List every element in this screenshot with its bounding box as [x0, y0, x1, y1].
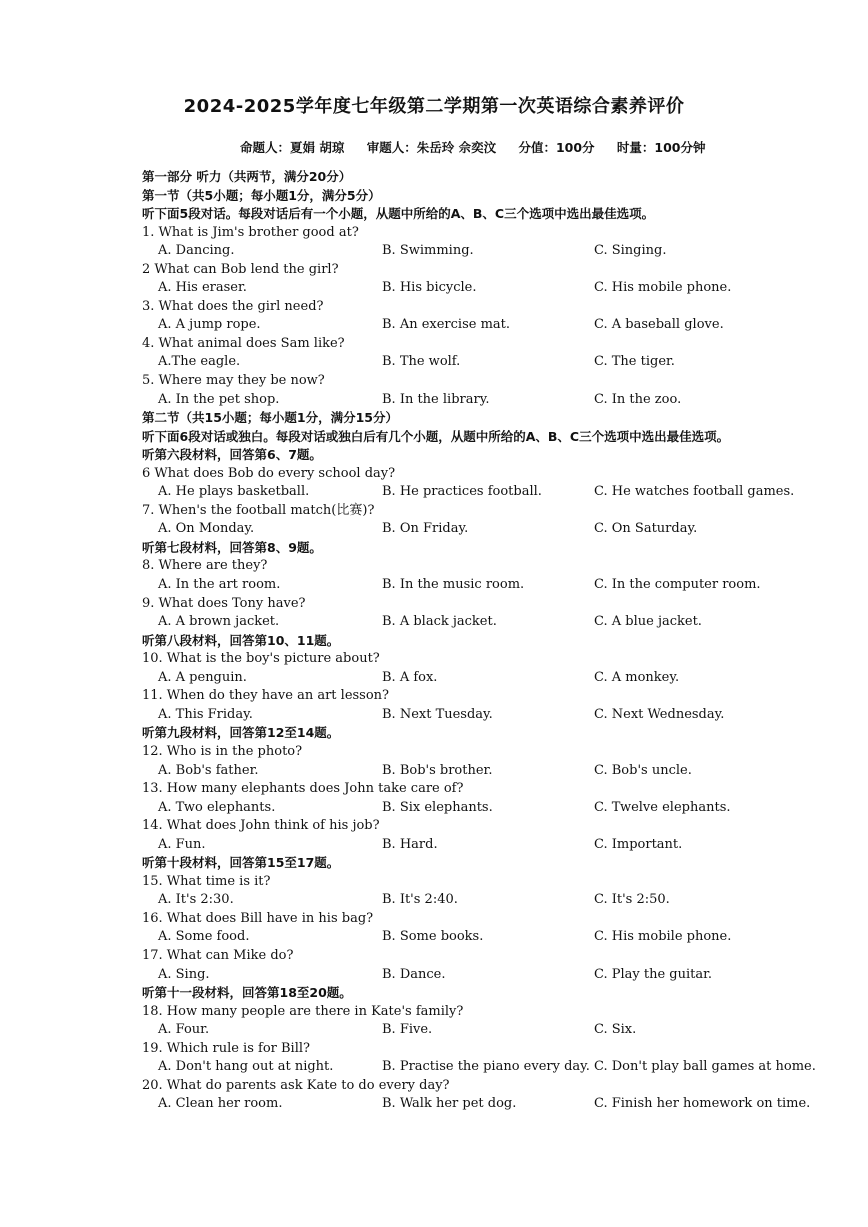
option-c: C. Don't play ball games at home.	[594, 1059, 816, 1075]
heading-text: 第一部分 听力（共两节，满分20分）	[142, 169, 352, 184]
answer-options	[142, 836, 802, 855]
question-text	[142, 910, 802, 929]
option-b: B. Six elephants.	[382, 799, 493, 815]
answer-options	[142, 576, 802, 595]
passage-instruction	[142, 632, 802, 651]
option-b: B. It's 2:40.	[382, 892, 458, 908]
option-b: B. His bicycle.	[382, 280, 477, 296]
passage-instruction	[142, 984, 802, 1003]
question-text	[142, 947, 802, 966]
section-heading	[142, 409, 802, 428]
question-text	[142, 261, 802, 280]
option-a: A. Sing.	[158, 966, 210, 982]
option-b: B. Swimming.	[382, 243, 474, 259]
section-text: 听第八段材料，回答第10、11题。	[142, 632, 340, 648]
question-text: 1. What is Jim's brother good at?	[142, 224, 359, 240]
heading-text: 第二节（共15小题；每小题1分，满分15分）	[142, 410, 398, 426]
option-b: B. An exercise mat.	[382, 317, 511, 333]
section-heading	[142, 205, 802, 224]
section-text: 听第六段材料，回答第6、7题。	[142, 447, 322, 463]
answer-options	[142, 613, 802, 632]
answer-options	[142, 279, 802, 298]
option-c: C. Important.	[594, 836, 683, 852]
option-a: A. This Friday.	[158, 706, 253, 722]
question-text: 11. When do they have an art lesson?	[142, 688, 390, 704]
option-b: B. Some books.	[382, 929, 484, 945]
section-heading	[142, 168, 802, 187]
option-b: B. He practices football.	[382, 484, 542, 500]
option-a: A. Four.	[158, 1022, 210, 1038]
option-b: B. A fox.	[382, 669, 438, 685]
passage-instruction	[142, 539, 802, 558]
option-a: A. On Monday.	[158, 521, 255, 537]
question-text	[142, 224, 802, 243]
option-b: B. In the music room.	[382, 577, 525, 593]
heading-text: 听下面5段对话。每段对话后有一个小题，从题中所给的A、B、C三个选项中选出最佳选项。	[142, 206, 655, 222]
option-b: B. On Friday.	[382, 521, 469, 537]
passage-instruction	[142, 724, 802, 743]
question-text	[142, 650, 802, 669]
question-text	[142, 372, 802, 391]
exam-info	[240, 138, 723, 156]
option-c: C. Six.	[594, 1022, 637, 1038]
reviewer-label: 审题人：朱岳玲 佘奕汶	[366, 140, 497, 155]
question-text	[142, 873, 802, 892]
option-b: B. Dance.	[382, 966, 446, 982]
option-c: C. The tiger.	[594, 354, 675, 370]
answer-options	[142, 1095, 811, 1114]
answer-options	[142, 706, 802, 725]
answer-options	[142, 966, 802, 985]
option-c: C. A baseball glove.	[594, 317, 724, 333]
answer-options	[142, 316, 802, 335]
option-a: A. He plays basketball.	[158, 484, 310, 500]
question-text: 4. What animal does Sam like?	[142, 335, 345, 351]
option-b: B. Walk her pet dog.	[382, 1096, 517, 1112]
question-text	[142, 465, 802, 484]
question-text: 12. Who is in the photo?	[142, 743, 303, 759]
option-a: A.The eagle.	[158, 354, 241, 370]
option-a: A. Fun.	[158, 836, 206, 852]
option-b: B. A black jacket.	[382, 614, 497, 630]
answer-options	[142, 1058, 816, 1077]
option-c: C. Finish her homework on time.	[594, 1096, 811, 1112]
question-text	[142, 1077, 802, 1096]
option-a: A. A penguin.	[158, 669, 247, 685]
option-c: C. He watches football games.	[594, 484, 795, 500]
page-title: 2024-2025学年度七年级第二学期第一次英语综合素养评价	[183, 96, 685, 117]
answer-options	[142, 391, 802, 410]
section-heading	[142, 428, 802, 447]
heading-text: 听下面6段对话或独白。每段对话或独白后有几个小题，从题中所给的A、B、C三个选项中选出最佳选项。	[142, 428, 730, 444]
option-a: A. A jump rope.	[158, 317, 261, 333]
option-b: B. Hard.	[382, 836, 438, 852]
question-text	[142, 1003, 802, 1022]
option-a: A. Don't hang out at night.	[158, 1059, 334, 1075]
option-a: A. In the art room.	[158, 577, 281, 593]
question-text	[142, 780, 802, 799]
answer-options	[142, 520, 802, 539]
question-text	[142, 817, 802, 836]
question-text: 19. Which rule is for Bill?	[142, 1040, 310, 1056]
option-b: B. Practise the piano every day.	[382, 1059, 590, 1075]
option-a: A. Clean her room.	[158, 1096, 283, 1112]
option-c: C. Bob's uncle.	[594, 762, 692, 778]
question-text: 16. What does Bill have in his bag?	[142, 910, 374, 926]
section-text: 听第十一段材料，回答第18至20题。	[142, 985, 352, 1001]
question-text: 15. What time is it?	[142, 873, 271, 889]
question-text: 2 What can Bob lend the girl?	[142, 261, 339, 277]
question-text: 18. How many people are there in Kate's family?	[142, 1003, 464, 1019]
question-text: 6 What does Bob do every school day?	[142, 465, 396, 481]
section-text: 听第七段材料，回答第8、9题。	[142, 539, 322, 555]
answer-options	[142, 669, 802, 688]
option-c: C. Twelve elephants.	[594, 799, 731, 815]
exam-content	[142, 168, 816, 1114]
passage-instruction	[142, 854, 802, 873]
option-a: A. It's 2:30.	[158, 892, 234, 908]
option-b: B. The wolf.	[382, 354, 461, 370]
option-c: C. Next Wednesday.	[594, 706, 725, 722]
option-a: A. Two elephants.	[158, 799, 276, 815]
option-a: A. Dancing.	[158, 243, 235, 259]
question-text	[142, 298, 802, 317]
question-text	[142, 687, 802, 706]
option-a: A. His eraser.	[158, 280, 247, 296]
heading-text: 第一节（共5小题；每小题1分，满分5分）	[142, 187, 381, 203]
answer-options	[142, 799, 802, 818]
time-label: 时量：100分钟	[616, 140, 706, 155]
question-text	[142, 557, 802, 576]
question-text: 13. How many elephants does John take care of?	[142, 781, 464, 797]
option-a: A. A brown jacket.	[158, 614, 280, 630]
option-b: B. Bob's brother.	[382, 762, 493, 778]
option-c: C. On Saturday.	[594, 521, 698, 537]
option-a: A. Some food.	[158, 929, 250, 945]
question-text: 3. What does the girl need?	[142, 298, 324, 314]
question-text: 7. When's the football match(比赛)?	[142, 502, 375, 518]
score-label: 分值：100分	[518, 140, 595, 155]
question-text: 17. What can Mike do?	[142, 947, 294, 963]
option-c: C. A monkey.	[594, 669, 680, 685]
question-text	[142, 335, 802, 354]
answer-options	[142, 928, 802, 947]
option-c: C. Singing.	[594, 243, 667, 259]
question-text: 14. What does John think of his job?	[142, 818, 380, 834]
option-b: B. Next Tuesday.	[382, 706, 493, 722]
question-text	[142, 743, 802, 762]
option-c: C. His mobile phone.	[594, 929, 732, 945]
setter-label: 命题人：夏娟 胡琼	[240, 140, 345, 155]
answer-options	[142, 762, 802, 781]
option-c: C. It's 2:50.	[594, 892, 670, 908]
answer-options	[142, 1021, 802, 1040]
option-c: C. His mobile phone.	[594, 280, 732, 296]
option-a: A. In the pet shop.	[158, 391, 280, 407]
option-b: B. Five.	[382, 1022, 433, 1038]
option-a: A. Bob's father.	[158, 762, 259, 778]
question-text	[142, 502, 802, 521]
question-text	[142, 595, 802, 614]
question-text	[142, 1040, 802, 1059]
section-text: 听第九段材料，回答第12至14题。	[142, 725, 340, 741]
option-c: C. In the computer room.	[594, 577, 761, 593]
option-c: C. Play the guitar.	[594, 966, 713, 982]
section-text: 听第十段材料，回答第15至17题。	[142, 855, 340, 871]
passage-instruction	[142, 446, 802, 465]
question-text: 5. Where may they be now?	[142, 373, 325, 389]
answer-options	[142, 891, 802, 910]
option-c: C. A blue jacket.	[594, 614, 702, 630]
question-text: 8. Where are they?	[142, 558, 268, 574]
question-text: 9. What does Tony have?	[142, 595, 306, 611]
question-text: 20. What do parents ask Kate to do every day?	[142, 1077, 450, 1093]
answer-options	[142, 353, 802, 372]
answer-options	[142, 483, 802, 502]
option-b: B. In the library.	[382, 391, 490, 407]
option-c: C. In the zoo.	[594, 391, 682, 407]
question-text: 10. What is the boy's picture about?	[142, 651, 380, 667]
section-heading	[142, 187, 802, 206]
answer-options	[142, 242, 802, 261]
